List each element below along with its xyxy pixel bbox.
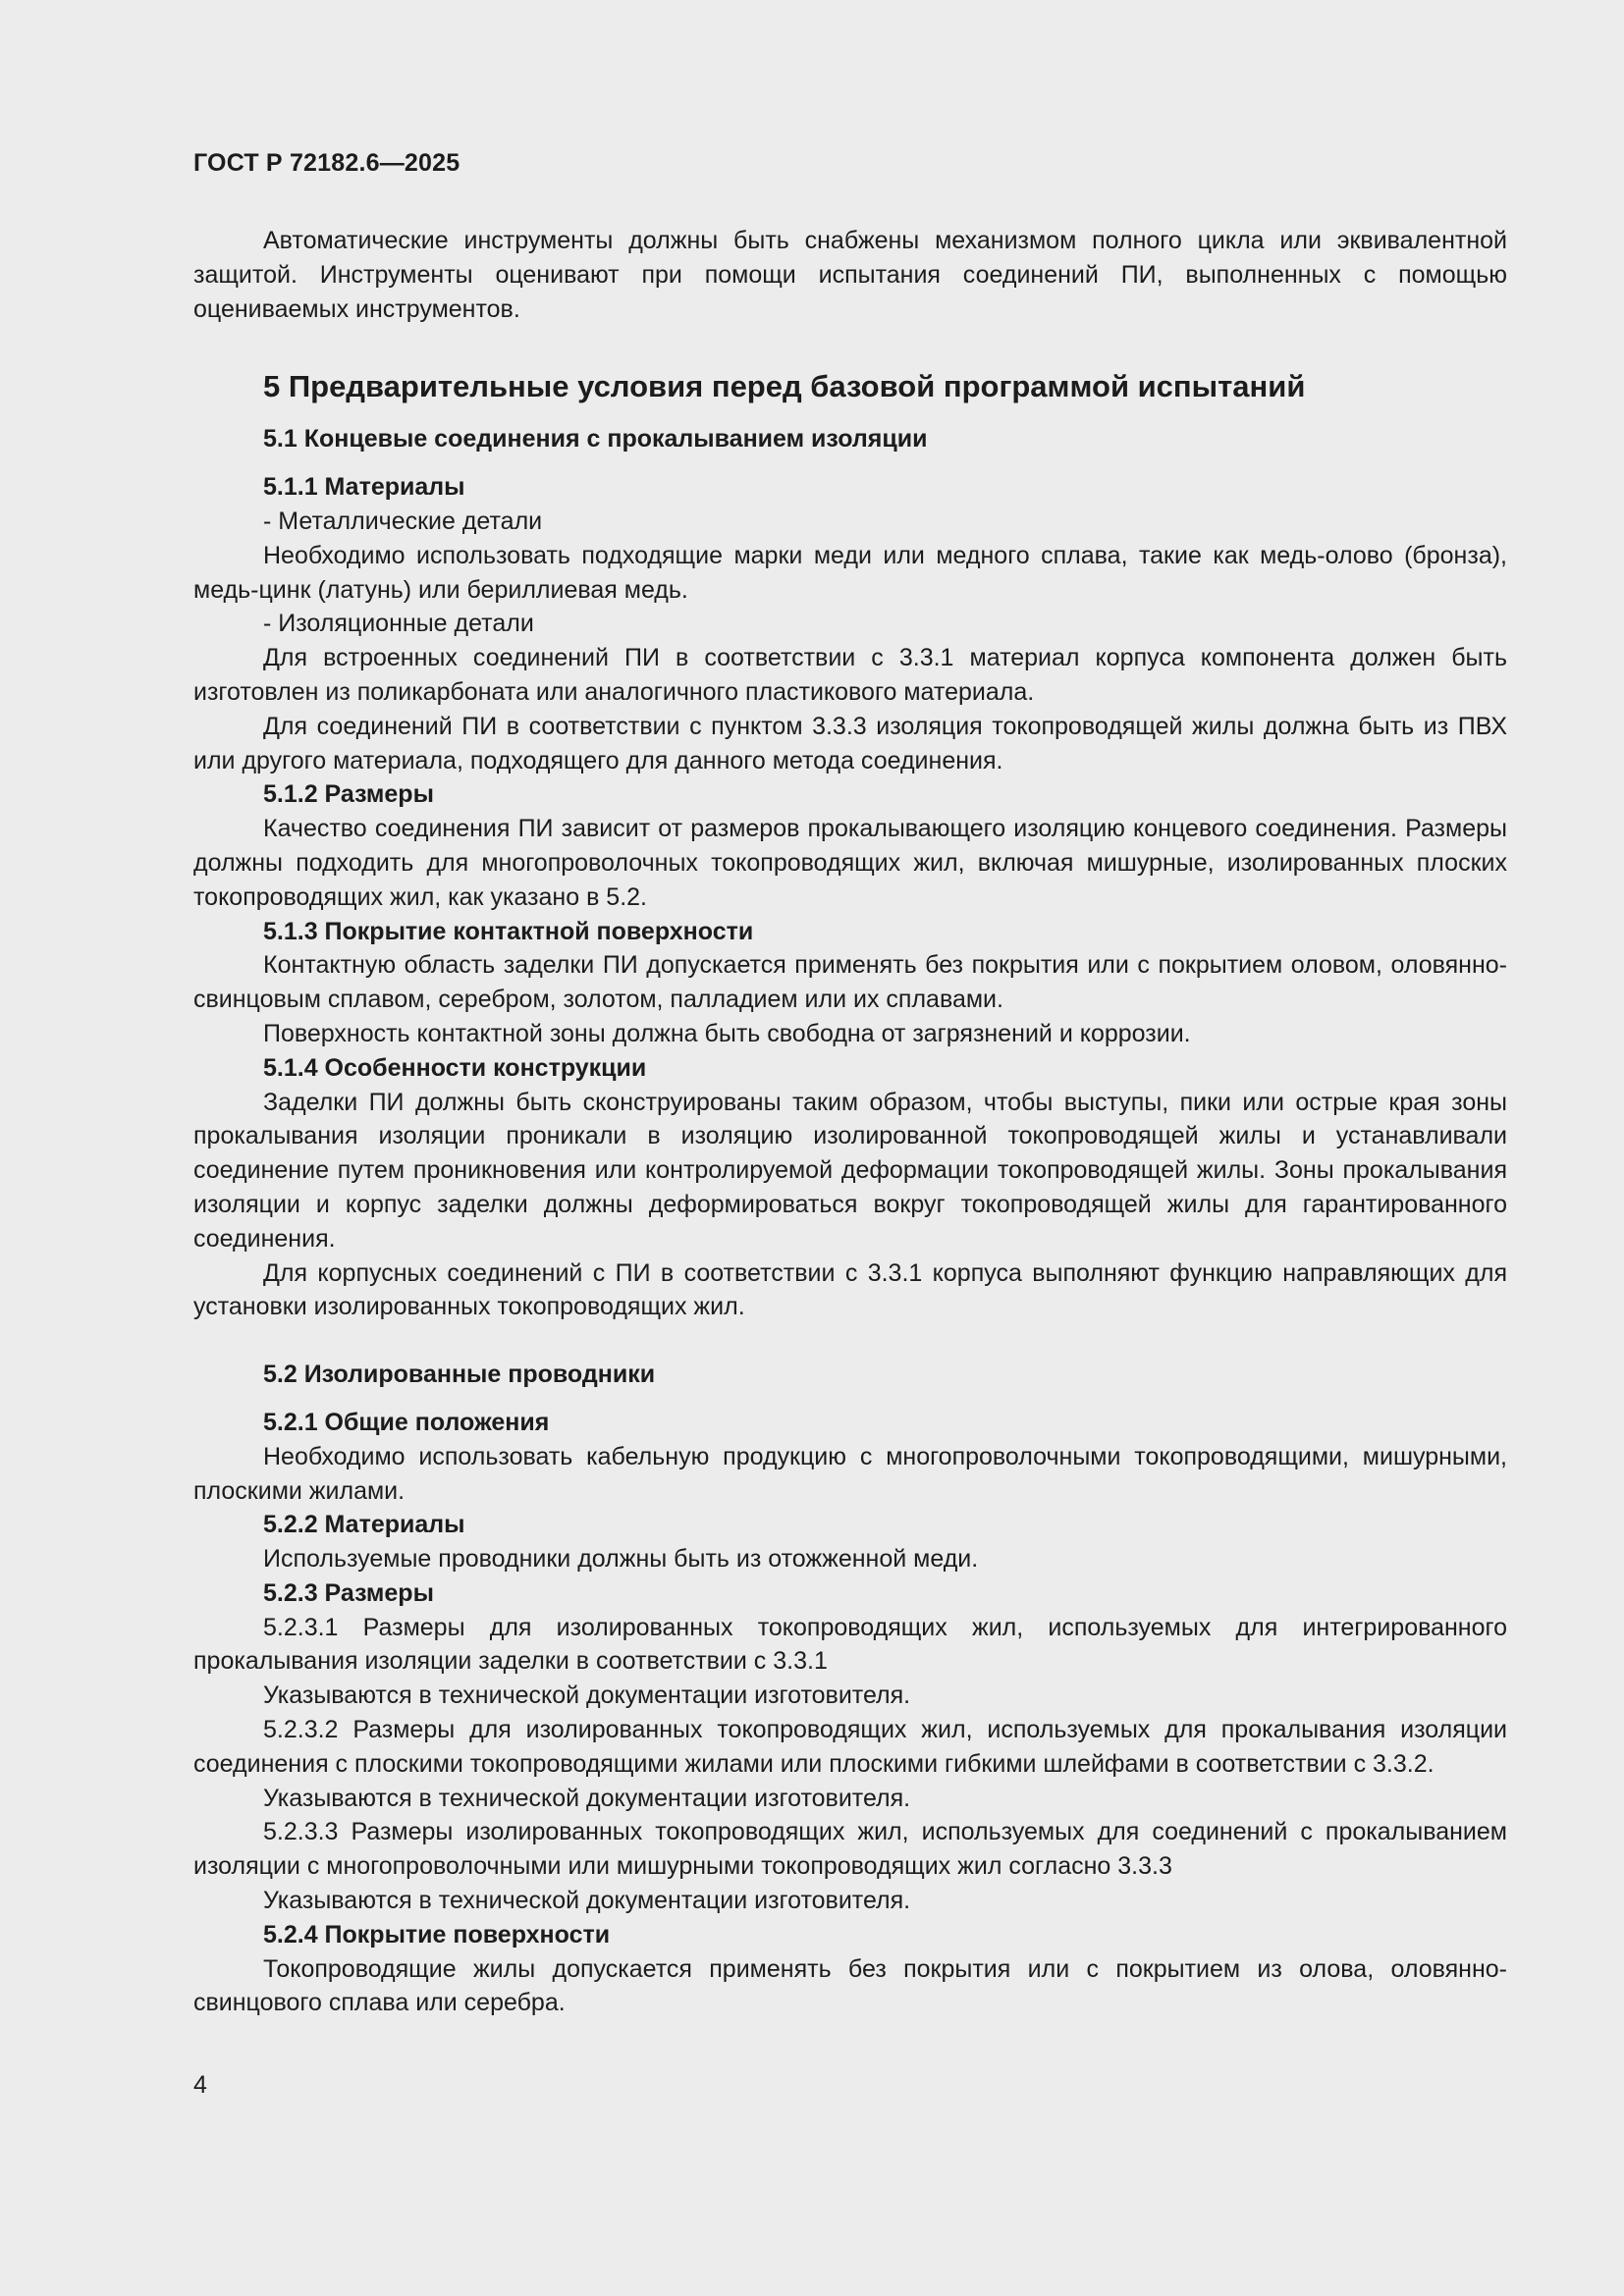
paragraph-copper-alloys: Необходимо использовать подходящие марки меди или медного сплава, такие как медь-олово (бронза), медь-цинк (латунь) или бериллиевая медь. [193,541,1507,604]
section-5-heading: 5 Предварительные условия перед базовой программой испытаний [263,369,1306,404]
paragraph-manufacturer-doc-1: Указываются в технической документации изготовителя. [263,1682,911,1710]
paragraph-manufacturer-doc-3: Указываются в технической документации изготовителя. [263,1887,911,1915]
section-5-2-heading: 5.2 Изолированные проводники [263,1361,656,1389]
list-item-metal-parts: - Металлические детали [263,507,543,535]
page-number: 4 [193,2071,207,2099]
paragraph-housing-guides: Для корпусных соединений с ПИ в соответствии с 3.3.1 корпуса выполняют функцию направляющих для установки изолированных токопроводящих жил. [193,1258,1507,1321]
paragraph-housing-material: Для встроенных соединений ПИ в соответствии с 3.3.1 материал корпуса компонента должен быть изготовлен из поликарбоната или аналогичного пластикового материала. [193,644,1507,706]
section-5-2-2-heading: 5.2.2 Материалы [263,1511,465,1539]
section-5-1-1-heading: 5.1.1 Материалы [263,473,465,502]
paragraph-general: Необходимо использовать кабельную продукцию с многопроволочными токопроводящими, мишурными, плоскими жилами. [193,1442,1507,1505]
paragraph-5-2-3-3: 5.2.3.3 Размеры изолированных токопроводящих жил, используемых для соединений с прокалыванием изоляции с многопроволочными или мишурными токопроводящих жил согласно 3.3.3 [193,1818,1507,1881]
paragraph-5-2-3-2: 5.2.3.2 Размеры для изолированных токопроводящих жил, используемых для прокалывания изоляции соединения с плоскими токопроводящими жилами или плоскими гибкими шлейфами в соответствии с 3.3.2. [193,1716,1507,1778]
paragraph-contact-coating: Контактную область заделки ПИ допускается применять без покрытия или с покрытием оловом, оловянно-свинцовым сплавом, серебром, золотом, палладием или их сплавами. [193,951,1507,1014]
section-5-1-3-heading: 5.1.3 Покрытие контактной поверхности [263,917,754,945]
paragraph-5-2-3-1: 5.2.3.1 Размеры для изолированных токопроводящих жил, используемых для интегрированного прокалывания изоляции заделки в соответствии с 3.3.1 [193,1613,1507,1676]
paragraph-contact-surface: Поверхность контактной зоны должна быть свободна от загрязнений и коррозии. [263,1019,1191,1047]
paragraph-design-features: Заделки ПИ должны быть сконструированы таким образом, чтобы выступы, пики или острые края зоны прокалывания изоляции проникали в изоляцию изолированной токопроводящей жилы и устанавливали соединение путем проникновения или контролируемой деформации токопроводящей жилы. Зоны прокалывания изоляции и корпус заделки должны деформироваться вокруг токопроводящей жилы для гарантированного соединения. [193,1088,1507,1253]
paragraph-surface-coating: Токопроводящие жилы допускается применять без покрытия или с покрытием из олова, оловянно-свинцового сплава или серебра. [193,1954,1507,2017]
section-5-2-1-heading: 5.2.1 Общие положения [263,1408,550,1436]
section-5-1-4-heading: 5.1.4 Особенности конструкции [263,1053,647,1082]
document-header-id: ГОСТ Р 72182.6—2025 [193,149,460,177]
section-5-2-3-heading: 5.2.3 Размеры [263,1578,434,1607]
section-5-1-2-heading: 5.1.2 Размеры [263,780,434,809]
list-item-insulation-parts: - Изоляционные детали [263,610,534,638]
document-body [193,224,1507,2020]
paragraph-dimensions: Качество соединения ПИ зависит от размеров прокалывающего изоляцию концевого соединения. Размеры должны подходить для многопроволочных токопроводящих жил, включая мишурные, изолированных плоских токопроводящих жил, как указано в 5.2. [193,815,1507,911]
paragraph-manufacturer-doc-2: Указываются в технической документации изготовителя. [263,1784,911,1812]
section-5-1-heading: 5.1 Концевые соединения с прокалыванием изоляции [263,425,928,454]
paragraph-conductor-insulation: Для соединений ПИ в соответствии с пунктом 3.3.3 изоляция токопроводящей жилы должна быть из ПВХ или другого материала, подходящего для данного метода соединения. [193,712,1507,774]
intro-paragraph: Автоматические инструменты должны быть снабжены механизмом полного цикла или эквивалентной защитой. Инструменты оценивают при помощи испытания соединений ПИ, выполненных с помощью оцениваемых инструментов. [193,227,1507,323]
section-5-2-4-heading: 5.2.4 Покрытие поверхности [263,1920,611,1949]
paragraph-materials: Используемые проводники должны быть из отожженной меди. [263,1545,979,1574]
